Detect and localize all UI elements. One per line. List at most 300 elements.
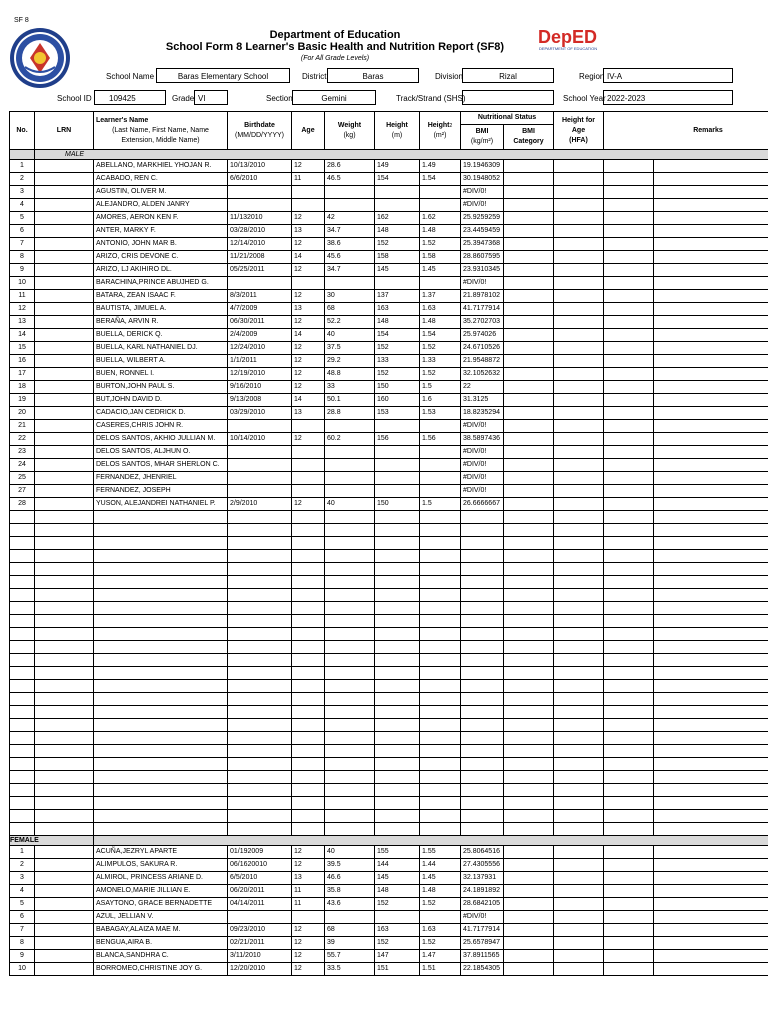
cell-height2[interactable]: 1.52 — [420, 937, 461, 950]
cell-hfa[interactable] — [554, 706, 604, 719]
cell-lrn[interactable] — [35, 498, 94, 511]
cell-hfa[interactable] — [554, 654, 604, 667]
cell-no[interactable]: 1 — [10, 160, 35, 173]
cell-weight[interactable]: 40 — [325, 329, 375, 342]
cell-age[interactable] — [292, 563, 325, 576]
cell-name[interactable]: AGUSTIN, OLIVER M. — [94, 186, 228, 199]
cell-hfa[interactable] — [554, 937, 604, 950]
cell-lrn[interactable] — [35, 628, 94, 641]
cell-birthdate[interactable] — [228, 628, 292, 641]
cell-height2[interactable] — [420, 911, 461, 924]
cell-birthdate[interactable]: 10/14/2010 — [228, 433, 292, 446]
cell-age[interactable] — [292, 745, 325, 758]
cell-bmi-category[interactable] — [504, 745, 554, 758]
cell-weight[interactable] — [325, 911, 375, 924]
cell-name[interactable]: BUT,JOHN DAVID D. — [94, 394, 228, 407]
cell-height2[interactable]: 1.5 — [420, 498, 461, 511]
cell-birthdate[interactable]: 03/28/2010 — [228, 225, 292, 238]
cell-lrn[interactable] — [35, 251, 94, 264]
cell-hfa[interactable] — [554, 797, 604, 810]
cell-birthdate[interactable] — [228, 524, 292, 537]
cell-name[interactable] — [94, 719, 228, 732]
cell-bmi[interactable]: 24.1891892 — [461, 885, 504, 898]
cell-height[interactable]: 150 — [375, 381, 420, 394]
cell-height2[interactable] — [420, 810, 461, 823]
cell-weight[interactable] — [325, 446, 375, 459]
cell-remarks-a[interactable] — [604, 381, 654, 394]
cell-no[interactable] — [10, 576, 35, 589]
cell-bmi-category[interactable] — [504, 316, 554, 329]
cell-bmi-category[interactable] — [504, 693, 554, 706]
cell-remarks-b[interactable] — [654, 381, 768, 394]
cell-hfa[interactable] — [554, 745, 604, 758]
cell-bmi-category[interactable] — [504, 472, 554, 485]
cell-lrn[interactable] — [35, 368, 94, 381]
cell-remarks-a[interactable] — [604, 706, 654, 719]
cell-bmi[interactable] — [461, 797, 504, 810]
cell-bmi-category[interactable] — [504, 885, 554, 898]
cell-bmi[interactable]: #DIV/0! — [461, 277, 504, 290]
cell-height2[interactable]: 1.37 — [420, 290, 461, 303]
cell-name[interactable]: BATARA, ZEAN ISAAC F. — [94, 290, 228, 303]
cell-bmi-category[interactable] — [504, 898, 554, 911]
cell-bmi[interactable]: 25.8064516 — [461, 846, 504, 859]
cell-height[interactable]: 160 — [375, 394, 420, 407]
cell-bmi-category[interactable] — [504, 589, 554, 602]
cell-bmi[interactable]: 25.6578947 — [461, 937, 504, 950]
cell-no[interactable]: 8 — [10, 251, 35, 264]
cell-bmi[interactable] — [461, 602, 504, 615]
cell-lrn[interactable] — [35, 186, 94, 199]
cell-height[interactable] — [375, 911, 420, 924]
cell-remarks-a[interactable] — [604, 771, 654, 784]
cell-bmi[interactable] — [461, 563, 504, 576]
cell-height[interactable]: 145 — [375, 872, 420, 885]
cell-birthdate[interactable]: 09/23/2010 — [228, 924, 292, 937]
cell-hfa[interactable] — [554, 394, 604, 407]
cell-remarks-a[interactable] — [604, 885, 654, 898]
cell-hfa[interactable] — [554, 563, 604, 576]
cell-birthdate[interactable]: 2/9/2010 — [228, 498, 292, 511]
cell-weight[interactable] — [325, 576, 375, 589]
cell-remarks-a[interactable] — [604, 407, 654, 420]
cell-bmi-category[interactable] — [504, 420, 554, 433]
cell-height[interactable] — [375, 576, 420, 589]
cell-name[interactable]: DELOS SANTOS, AKHIO JULLIAN M. — [94, 433, 228, 446]
cell-remarks-b[interactable] — [654, 251, 768, 264]
cell-name[interactable]: AMONELO,MARIE JILLIAN E. — [94, 885, 228, 898]
cell-birthdate[interactable] — [228, 693, 292, 706]
cell-no[interactable]: 4 — [10, 199, 35, 212]
cell-weight[interactable] — [325, 771, 375, 784]
cell-hfa[interactable] — [554, 950, 604, 963]
cell-weight[interactable] — [325, 602, 375, 615]
cell-birthdate[interactable]: 6/6/2010 — [228, 173, 292, 186]
cell-height[interactable] — [375, 706, 420, 719]
cell-height[interactable] — [375, 277, 420, 290]
cell-name[interactable]: DELOS SANTOS, MHAR SHERLON C. — [94, 459, 228, 472]
cell-weight[interactable] — [325, 810, 375, 823]
cell-height[interactable]: 152 — [375, 368, 420, 381]
cell-weight[interactable]: 28.8 — [325, 407, 375, 420]
cell-remarks-a[interactable] — [604, 576, 654, 589]
cell-hfa[interactable] — [554, 212, 604, 225]
cell-remarks-b[interactable] — [654, 485, 768, 498]
cell-height2[interactable] — [420, 771, 461, 784]
cell-height[interactable]: 163 — [375, 924, 420, 937]
cell-name[interactable]: ASAYTONO, GRACE BERNADETTE — [94, 898, 228, 911]
cell-weight[interactable] — [325, 797, 375, 810]
cell-lrn[interactable] — [35, 381, 94, 394]
cell-birthdate[interactable] — [228, 186, 292, 199]
cell-weight[interactable] — [325, 719, 375, 732]
cell-name[interactable]: ABELLANO, MARKHIEL YHOJAN R. — [94, 160, 228, 173]
cell-weight[interactable]: 38.6 — [325, 238, 375, 251]
cell-name[interactable] — [94, 732, 228, 745]
cell-no[interactable] — [10, 745, 35, 758]
cell-name[interactable] — [94, 628, 228, 641]
cell-no[interactable] — [10, 602, 35, 615]
cell-lrn[interactable] — [35, 355, 94, 368]
cell-bmi-category[interactable] — [504, 667, 554, 680]
cell-bmi[interactable]: 25.974026 — [461, 329, 504, 342]
cell-height2[interactable]: 1.56 — [420, 433, 461, 446]
cell-age[interactable]: 12 — [292, 846, 325, 859]
cell-hfa[interactable] — [554, 771, 604, 784]
cell-lrn[interactable] — [35, 706, 94, 719]
cell-hfa[interactable] — [554, 290, 604, 303]
region-field[interactable]: IV-A — [603, 68, 733, 83]
cell-bmi-category[interactable] — [504, 511, 554, 524]
cell-age[interactable] — [292, 420, 325, 433]
cell-lrn[interactable] — [35, 797, 94, 810]
cell-name[interactable]: BUELLA, DERICK Q. — [94, 329, 228, 342]
cell-no[interactable]: 18 — [10, 381, 35, 394]
cell-age[interactable]: 12 — [292, 963, 325, 976]
cell-bmi[interactable]: 19.1946309 — [461, 160, 504, 173]
cell-lrn[interactable] — [35, 846, 94, 859]
cell-birthdate[interactable] — [228, 576, 292, 589]
cell-lrn[interactable] — [35, 963, 94, 976]
cell-remarks-a[interactable] — [604, 680, 654, 693]
cell-hfa[interactable] — [554, 498, 604, 511]
cell-name[interactable]: ACABADO, REN C. — [94, 173, 228, 186]
cell-age[interactable]: 12 — [292, 160, 325, 173]
cell-height2[interactable]: 1.53 — [420, 407, 461, 420]
cell-lrn[interactable] — [35, 342, 94, 355]
cell-bmi-category[interactable] — [504, 303, 554, 316]
cell-height2[interactable] — [420, 524, 461, 537]
cell-remarks-a[interactable] — [604, 589, 654, 602]
cell-lrn[interactable] — [35, 859, 94, 872]
cell-height2[interactable] — [420, 719, 461, 732]
cell-height2[interactable]: 1.48 — [420, 225, 461, 238]
cell-weight[interactable] — [325, 524, 375, 537]
cell-hfa[interactable] — [554, 264, 604, 277]
cell-no[interactable]: 7 — [10, 924, 35, 937]
cell-remarks-b[interactable] — [654, 524, 768, 537]
cell-height2[interactable] — [420, 589, 461, 602]
cell-height[interactable]: 163 — [375, 303, 420, 316]
cell-height[interactable] — [375, 589, 420, 602]
cell-hfa[interactable] — [554, 963, 604, 976]
cell-lrn[interactable] — [35, 602, 94, 615]
cell-age[interactable] — [292, 485, 325, 498]
cell-height[interactable]: 145 — [375, 264, 420, 277]
cell-height2[interactable]: 1.54 — [420, 329, 461, 342]
cell-age[interactable] — [292, 810, 325, 823]
cell-bmi-category[interactable] — [504, 173, 554, 186]
cell-age[interactable] — [292, 615, 325, 628]
cell-name[interactable] — [94, 602, 228, 615]
cell-age[interactable] — [292, 186, 325, 199]
cell-lrn[interactable] — [35, 784, 94, 797]
cell-bmi[interactable] — [461, 732, 504, 745]
cell-height2[interactable]: 1.58 — [420, 251, 461, 264]
cell-height2[interactable] — [420, 667, 461, 680]
cell-remarks-a[interactable] — [604, 212, 654, 225]
cell-name[interactable]: BABAGAY,ALAIZA MAE M. — [94, 924, 228, 937]
cell-hfa[interactable] — [554, 199, 604, 212]
cell-age[interactable] — [292, 446, 325, 459]
cell-weight[interactable] — [325, 745, 375, 758]
cell-birthdate[interactable]: 06/1620010 — [228, 859, 292, 872]
cell-age[interactable] — [292, 641, 325, 654]
cell-bmi-category[interactable] — [504, 963, 554, 976]
cell-birthdate[interactable] — [228, 420, 292, 433]
cell-bmi-category[interactable] — [504, 615, 554, 628]
cell-lrn[interactable] — [35, 924, 94, 937]
cell-name[interactable] — [94, 563, 228, 576]
cell-birthdate[interactable] — [228, 797, 292, 810]
cell-remarks-b[interactable] — [654, 758, 768, 771]
cell-bmi[interactable]: #DIV/0! — [461, 459, 504, 472]
section-field[interactable]: Gemini — [292, 90, 376, 105]
cell-name[interactable] — [94, 680, 228, 693]
cell-no[interactable] — [10, 589, 35, 602]
cell-bmi-category[interactable] — [504, 368, 554, 381]
cell-bmi[interactable]: 30.1948052 — [461, 173, 504, 186]
cell-bmi-category[interactable] — [504, 924, 554, 937]
cell-height2[interactable] — [420, 186, 461, 199]
cell-name[interactable] — [94, 654, 228, 667]
cell-no[interactable]: 23 — [10, 446, 35, 459]
cell-no[interactable]: 5 — [10, 898, 35, 911]
cell-remarks-b[interactable] — [654, 459, 768, 472]
cell-height2[interactable] — [420, 420, 461, 433]
cell-remarks-a[interactable] — [604, 394, 654, 407]
cell-bmi[interactable] — [461, 745, 504, 758]
cell-lrn[interactable] — [35, 485, 94, 498]
cell-height2[interactable] — [420, 628, 461, 641]
cell-remarks-a[interactable] — [604, 524, 654, 537]
cell-birthdate[interactable] — [228, 732, 292, 745]
cell-weight[interactable] — [325, 823, 375, 836]
cell-age[interactable] — [292, 589, 325, 602]
cell-remarks-a[interactable] — [604, 693, 654, 706]
cell-lrn[interactable] — [35, 758, 94, 771]
cell-height[interactable] — [375, 719, 420, 732]
cell-height2[interactable]: 1.52 — [420, 368, 461, 381]
cell-remarks-a[interactable] — [604, 199, 654, 212]
cell-bmi[interactable]: 23.4459459 — [461, 225, 504, 238]
cell-remarks-b[interactable] — [654, 810, 768, 823]
cell-name[interactable] — [94, 797, 228, 810]
cell-name[interactable] — [94, 511, 228, 524]
cell-birthdate[interactable]: 05/25/2011 — [228, 264, 292, 277]
cell-bmi[interactable]: 41.7177914 — [461, 303, 504, 316]
cell-age[interactable] — [292, 537, 325, 550]
cell-remarks-a[interactable] — [604, 628, 654, 641]
cell-hfa[interactable] — [554, 407, 604, 420]
cell-bmi-category[interactable] — [504, 641, 554, 654]
cell-birthdate[interactable] — [228, 589, 292, 602]
cell-name[interactable]: BARACHINA,PRINCE ABUJHED G. — [94, 277, 228, 290]
cell-hfa[interactable] — [554, 446, 604, 459]
cell-no[interactable] — [10, 758, 35, 771]
cell-weight[interactable] — [325, 420, 375, 433]
cell-height[interactable]: 148 — [375, 316, 420, 329]
cell-bmi-category[interactable] — [504, 160, 554, 173]
cell-remarks-a[interactable] — [604, 963, 654, 976]
cell-remarks-b[interactable] — [654, 303, 768, 316]
cell-remarks-b[interactable] — [654, 885, 768, 898]
cell-height[interactable] — [375, 784, 420, 797]
cell-lrn[interactable] — [35, 732, 94, 745]
cell-name[interactable] — [94, 576, 228, 589]
cell-lrn[interactable] — [35, 524, 94, 537]
cell-name[interactable]: BORROMEO,CHRISTINE JOY G. — [94, 963, 228, 976]
cell-age[interactable] — [292, 628, 325, 641]
cell-birthdate[interactable]: 06/20/2011 — [228, 885, 292, 898]
cell-height[interactable]: 150 — [375, 498, 420, 511]
cell-hfa[interactable] — [554, 173, 604, 186]
cell-lrn[interactable] — [35, 654, 94, 667]
cell-bmi[interactable] — [461, 771, 504, 784]
cell-height[interactable] — [375, 459, 420, 472]
cell-weight[interactable] — [325, 641, 375, 654]
cell-weight[interactable] — [325, 732, 375, 745]
cell-name[interactable] — [94, 745, 228, 758]
cell-birthdate[interactable]: 4/7/2009 — [228, 303, 292, 316]
cell-remarks-b[interactable] — [654, 602, 768, 615]
cell-weight[interactable] — [325, 654, 375, 667]
cell-name[interactable] — [94, 550, 228, 563]
cell-no[interactable]: 9 — [10, 950, 35, 963]
cell-bmi[interactable]: 38.5897436 — [461, 433, 504, 446]
cell-bmi[interactable]: 25.3947368 — [461, 238, 504, 251]
cell-bmi-category[interactable] — [504, 732, 554, 745]
cell-hfa[interactable] — [554, 628, 604, 641]
cell-lrn[interactable] — [35, 394, 94, 407]
cell-birthdate[interactable] — [228, 563, 292, 576]
cell-remarks-a[interactable] — [604, 511, 654, 524]
cell-weight[interactable]: 35.8 — [325, 885, 375, 898]
cell-weight[interactable] — [325, 680, 375, 693]
cell-no[interactable] — [10, 693, 35, 706]
cell-bmi[interactable]: 24.6710526 — [461, 342, 504, 355]
cell-height2[interactable]: 1.49 — [420, 160, 461, 173]
cell-weight[interactable] — [325, 615, 375, 628]
cell-remarks-a[interactable] — [604, 654, 654, 667]
cell-height[interactable] — [375, 693, 420, 706]
cell-weight[interactable]: 34.7 — [325, 225, 375, 238]
cell-bmi-category[interactable] — [504, 225, 554, 238]
cell-no[interactable] — [10, 797, 35, 810]
cell-bmi-category[interactable] — [504, 329, 554, 342]
cell-name[interactable]: YUSON, ALEJANDREI NATHANIEL P. — [94, 498, 228, 511]
cell-remarks-b[interactable] — [654, 316, 768, 329]
cell-weight[interactable]: 60.2 — [325, 433, 375, 446]
cell-name[interactable]: FERNANDEZ, JOSEPH — [94, 485, 228, 498]
cell-remarks-a[interactable] — [604, 641, 654, 654]
cell-weight[interactable]: 50.1 — [325, 394, 375, 407]
cell-height[interactable]: 153 — [375, 407, 420, 420]
cell-height[interactable] — [375, 680, 420, 693]
cell-hfa[interactable] — [554, 859, 604, 872]
cell-hfa[interactable] — [554, 238, 604, 251]
cell-age[interactable]: 12 — [292, 212, 325, 225]
cell-name[interactable]: ALIMPULOS, SAKURA R. — [94, 859, 228, 872]
cell-remarks-b[interactable] — [654, 160, 768, 173]
cell-bmi[interactable] — [461, 628, 504, 641]
cell-no[interactable]: 10 — [10, 963, 35, 976]
cell-remarks-b[interactable] — [654, 924, 768, 937]
cell-remarks-b[interactable] — [654, 173, 768, 186]
cell-remarks-a[interactable] — [604, 810, 654, 823]
cell-remarks-b[interactable] — [654, 784, 768, 797]
cell-remarks-a[interactable] — [604, 316, 654, 329]
cell-bmi[interactable]: 21.8978102 — [461, 290, 504, 303]
cell-weight[interactable] — [325, 563, 375, 576]
cell-bmi-category[interactable] — [504, 446, 554, 459]
cell-remarks-b[interactable] — [654, 963, 768, 976]
cell-bmi-category[interactable] — [504, 859, 554, 872]
cell-remarks-b[interactable] — [654, 680, 768, 693]
cell-birthdate[interactable]: 6/5/2010 — [228, 872, 292, 885]
cell-no[interactable] — [10, 641, 35, 654]
cell-height2[interactable]: 1.44 — [420, 859, 461, 872]
cell-height[interactable]: 152 — [375, 937, 420, 950]
cell-remarks-b[interactable] — [654, 859, 768, 872]
cell-birthdate[interactable]: 11/132010 — [228, 212, 292, 225]
cell-bmi[interactable] — [461, 537, 504, 550]
school-year-field[interactable]: 2022-2023 — [603, 90, 733, 105]
cell-name[interactable]: CADACIO,JAN CEDRICK D. — [94, 407, 228, 420]
cell-age[interactable]: 12 — [292, 924, 325, 937]
cell-no[interactable]: 4 — [10, 885, 35, 898]
cell-lrn[interactable] — [35, 225, 94, 238]
cell-bmi-category[interactable] — [504, 950, 554, 963]
cell-bmi[interactable] — [461, 810, 504, 823]
cell-name[interactable]: BUEN, RONNEL I. — [94, 368, 228, 381]
cell-weight[interactable] — [325, 485, 375, 498]
cell-birthdate[interactable]: 02/21/2011 — [228, 937, 292, 950]
cell-height2[interactable]: 1.55 — [420, 846, 461, 859]
cell-age[interactable]: 11 — [292, 898, 325, 911]
cell-lrn[interactable] — [35, 199, 94, 212]
cell-hfa[interactable] — [554, 823, 604, 836]
cell-no[interactable] — [10, 524, 35, 537]
cell-age[interactable]: 14 — [292, 251, 325, 264]
cell-height[interactable] — [375, 563, 420, 576]
cell-age[interactable] — [292, 823, 325, 836]
cell-name[interactable]: DELOS SANTOS, ALJHUN O. — [94, 446, 228, 459]
cell-height[interactable]: 156 — [375, 433, 420, 446]
cell-bmi[interactable] — [461, 693, 504, 706]
cell-height[interactable]: 152 — [375, 342, 420, 355]
cell-bmi-category[interactable] — [504, 771, 554, 784]
